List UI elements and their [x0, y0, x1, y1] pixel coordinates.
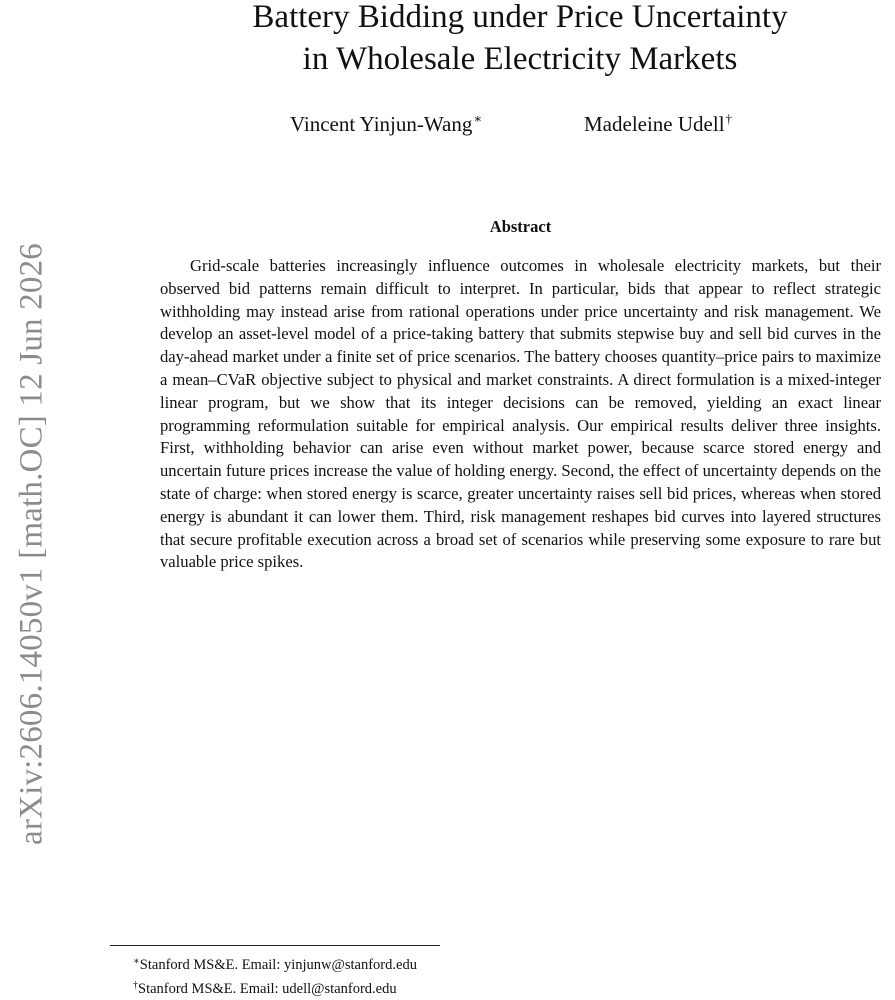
footnote-2 — [133, 976, 633, 1000]
footnote-1-mark: ∗ — [133, 956, 140, 967]
author-1-footnote-mark: ∗ — [473, 111, 483, 126]
paper-title-line-2: in Wholesale Electricity Markets — [302, 41, 738, 77]
author-2-name: Madeleine Udell — [584, 112, 725, 136]
author-2-footnote-mark: † — [725, 111, 733, 126]
footnotes — [133, 952, 633, 999]
paper-title — [120, 0, 895, 80]
author-2 — [584, 111, 732, 137]
author-list — [0, 111, 895, 141]
paper-title-line-1: Battery Bidding under Price Uncertainty — [252, 0, 788, 35]
abstract-heading: Abstract — [489, 217, 552, 236]
author-1 — [290, 111, 482, 137]
footnote-1-text: Stanford MS&E. Email: yinjunw@stanford.edu — [139, 957, 417, 973]
footnote-2-text: Stanford MS&E. Email: udell@stanford.edu — [138, 980, 397, 997]
footnote-2-mark: † — [133, 979, 138, 991]
footnote-divider — [110, 945, 440, 946]
author-1-name: Vincent Yinjun-Wang — [290, 112, 473, 136]
footnote-1 — [133, 952, 633, 976]
arxiv-identifier: arXiv:2606.14050v1 [math.OC] 12 Jun 2026 — [13, 243, 50, 845]
abstract-body: Grid-scale batteries increasingly influence outcomes in wholesale electricity markets, but their observed bid patterns remain difficult to interpret. In particular, bids that appear to reflect strategic withholding may instead arise from rational operations under price uncertainty and risk management. We develop an asset-level model of a price-taking battery that submits stepwise buy and sell bid curves in the day-ahead market under a finite set of price scenarios. The battery chooses quantity–price pairs to maximize a mean–CVaR objective subject to physical and market constraints. A direct formulation is a mixed-integer linear program, but we show that its integer decisions can be removed, yielding an exact linear programming reformulation suitable for empirical analysis. Our empirical results deliver three insights. First, withholding behavior can arise even without market power, because scarce stored energy and uncertain future prices increase the value of holding energy. Second, the effect of uncertainty depends on the state of charge: when stored energy is scarce, greater uncertainty raises sell bid prices, whereas when stored energy is abundant it can lower them. Third, risk management reshapes bid curves into layered structures that secure profitable execution across a broad set of scenarios while preserving some exposure to rare but valuable price spikes. — [160, 256, 881, 572]
arxiv-identifier-stamp — [0, 0, 60, 1000]
